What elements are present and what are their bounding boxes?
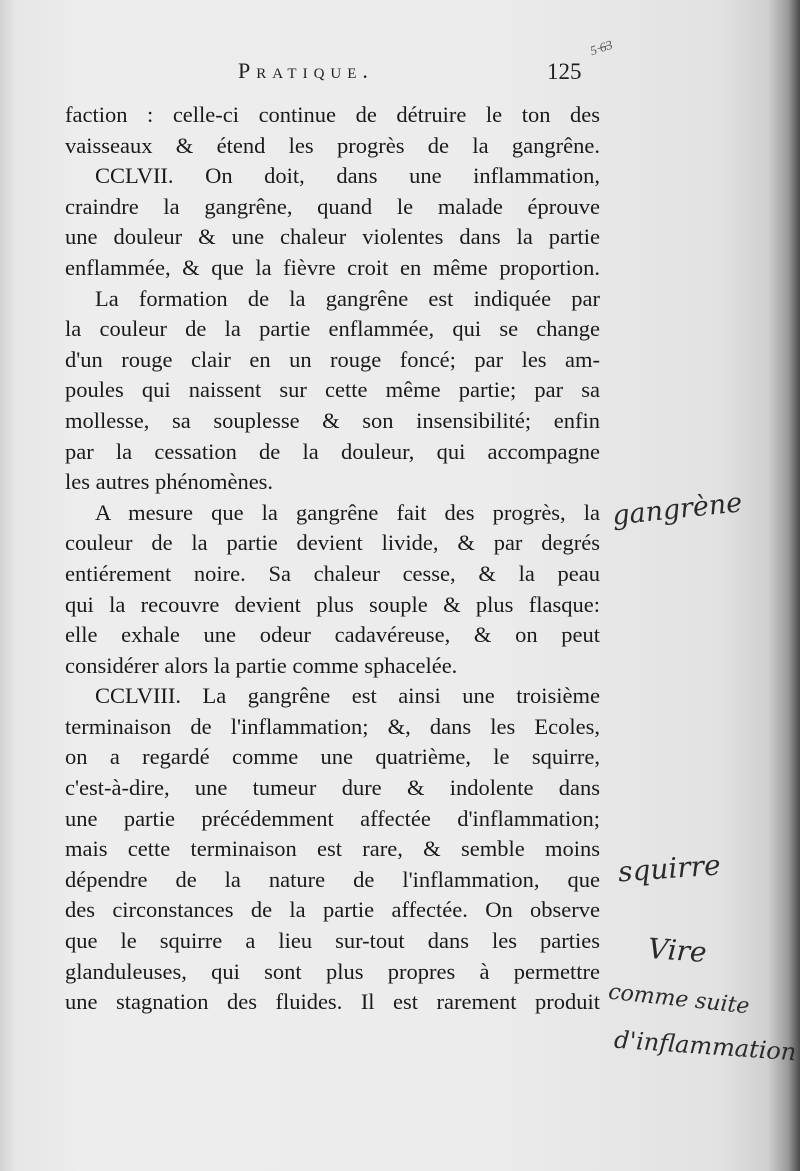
handwritten-margin-note: comme suite: [607, 979, 751, 1020]
text-line: on a regardé comme une quatrième, le squirre,: [65, 744, 600, 770]
handwritten-margin-note: gangrène: [610, 487, 744, 532]
text-line: terminaison de l'inflammation; &, dans les Ecoles,: [65, 713, 600, 739]
text-line: poules qui naissent sur cette même partie; par sa: [65, 377, 600, 403]
text-line: des circonstances de la partie affectée. On observe: [65, 897, 600, 923]
text-line: faction : celle-ci continue de détruire le ton des: [65, 102, 600, 127]
text-line: enflammée, & que la fièvre croit en même proportion.: [65, 254, 600, 280]
text-line: la couleur de la partie enflammée, qui se change: [65, 316, 600, 342]
handwritten-margin-note: Vire: [646, 931, 708, 970]
handwritten-margin-note: d'inflammation: [613, 1025, 798, 1067]
paragraph-start-line: A mesure que la gangrêne fait des progrès, la: [95, 499, 600, 525]
text-line: qui la recouvre devient plus souple & plus flasque:: [65, 591, 600, 617]
paragraph-end-line: les autres phénomènes.: [65, 469, 274, 495]
section-heading-line: CCLVII. On doit, dans une inflammation,: [95, 163, 600, 189]
text-line: par la cessation de la douleur, qui accompagne: [65, 438, 600, 464]
text-line: couleur de la partie devient livide, & par degrés: [65, 530, 600, 556]
text-line: c'est-à-dire, une tumeur dure & indolente dans: [65, 775, 600, 801]
paragraph-end-line: considérer alors la partie comme sphacelée.: [65, 652, 458, 678]
corner-pencil-mark: 5 ̶6̶3: [588, 36, 615, 59]
text-line: craindre la gangrêne, quand le malade éprouve: [65, 193, 600, 219]
text-line: vaisseaux & étend les progrès de la gangrêne.: [65, 132, 600, 158]
text-line: une stagnation des fluides. Il est rarement produit: [65, 989, 600, 1015]
text-line: mollesse, sa souplesse & son insensibilité; enfin: [65, 407, 600, 433]
text-line: entiérement noire. Sa chaleur cesse, & la peau: [65, 560, 600, 586]
text-line: dépendre de la nature de l'inflammation, que: [65, 866, 600, 892]
text-line: elle exhale une odeur cadavéreuse, & on peut: [65, 622, 600, 648]
running-head-title: Pratique.: [238, 58, 374, 83]
paragraph-start-line: La formation de la gangrêne est indiquée par: [95, 285, 600, 311]
text-line: glanduleuses, qui sont plus propres à permettre: [65, 958, 600, 984]
running-head: [60, 58, 600, 92]
text-line: une partie précédemment affectée d'inflammation;: [65, 805, 600, 831]
section-heading-line: CCLVIII. La gangrêne est ainsi une troisième: [95, 683, 600, 709]
handwritten-margin-note: squirre: [616, 848, 722, 889]
text-line: mais cette terminaison est rare, & semble moins: [65, 836, 600, 862]
page-number: 125: [547, 59, 582, 84]
text-line: d'un rouge clair en un rouge foncé; par les am-: [65, 346, 600, 372]
text-line: une douleur & une chaleur violentes dans la partie: [65, 224, 600, 250]
body-text: [65, 100, 600, 1018]
text-line: que le squirre a lieu sur-tout dans les parties: [65, 928, 600, 954]
